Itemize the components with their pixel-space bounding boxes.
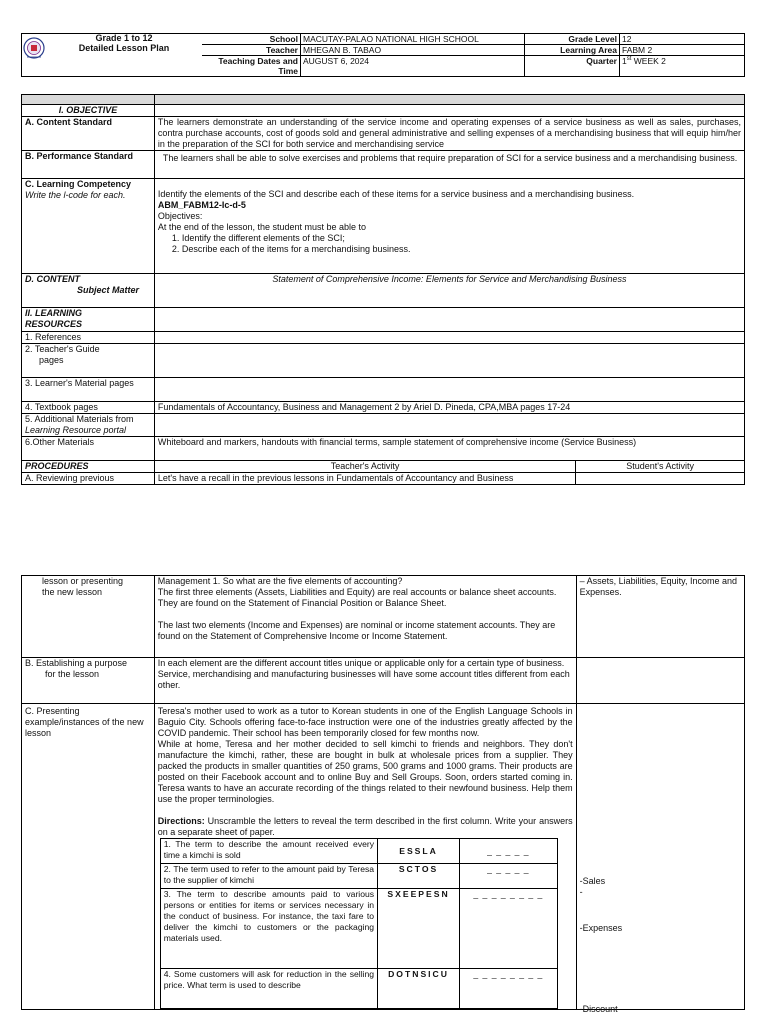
- other-materials-text: Whiteboard and markers, handouts with financial terms, sample statement of comprehensive income (Service Business): [154, 437, 744, 461]
- textbook-label: 4. Textbook pages: [22, 402, 155, 414]
- additional-materials-label: 5. Additional Materials from Learning Resource portal: [22, 414, 155, 437]
- textbook-text: Fundamentals of Accountancy, Business and Management 2 by Ariel D. Pineda, CPA,MBA pages 17-24: [154, 402, 744, 414]
- teacher-activity-heading: Teacher's Activity: [154, 461, 575, 473]
- grade-level-label: Grade Level: [525, 34, 620, 45]
- learning-competency-content: [154, 179, 744, 274]
- unscramble-desc: 4. Some customers will ask for reduction in the selling price. What term is used to describe: [160, 969, 377, 1009]
- student-answer: -Sales: [579, 876, 606, 886]
- answer-blank: _ _ _ _ _ _ _ _: [460, 969, 558, 1009]
- learning-competency-cell: [22, 179, 155, 274]
- scrambled-word: DOTNSICU: [378, 969, 460, 1009]
- teachers-guide-label: 2. Teacher's Guide pages: [22, 344, 155, 378]
- objectives-list: [158, 233, 741, 255]
- competency-text: Identify the elements of the SCI and describe each of these items for a service business and a merchandising business.: [157, 189, 635, 199]
- unscramble-desc: 2. The term used to refer to the amount paid by Teresa to the supplier of kimchi: [160, 864, 377, 889]
- teacher-value: MHEGAN B. TABAO: [301, 45, 525, 56]
- directions-text: Directions: Unscramble the letters to reveal the term described in the first column. Write your answers on a separate sheet of paper.: [157, 816, 573, 837]
- competency-code: ABM_FABM12-Ic-d-5: [157, 200, 246, 210]
- procedures-table-continued: [21, 575, 745, 1014]
- reviewing-text-cont: Management 1. So what are the five elements of accounting? The first three elements (Assets, Liabilities and Equity) are real accounts or balance sheet accounts. They are found on the Statement of Financial Position or Balance Sheet. The last two elements (Income and Expenses) are nominal or income statement accounts. They are found on the Statement of Comprehensive Income or Income Statement.: [154, 576, 576, 658]
- establishing-purpose-text: In each element are the different account titles unique or applicable only for a certain type of business. Service, merchandising and manufacturing businesses will have some account titles different from each other.: [154, 658, 576, 704]
- student-answer: -Discount: [579, 1004, 618, 1014]
- student-answer: -: [579, 887, 583, 897]
- student-answer-elements: – Assets, Liabilities, Equity, Income and Expenses.: [576, 576, 744, 658]
- establishing-purpose-label: B. Establishing a purpose for the lesson: [22, 658, 155, 704]
- presenting-example-content: Teresa's mother used to work as a tutor to Korean students in one of the English Language Schools in Baguio City. Schools offering face-to-face instruction were one of the industries greatly affected by the COVID pandemic. Their school has been temporarily closed for few months now. While at home, Teresa and her mother decided to sell kimchi to friends and neighbors. They don't manufacture the kimchi, rather, these are bought in bulk at wholesale prices from a supplier. They packed the products in smaller quantities of 250 grams, 500 grams and 1000 grams. Their products are posted on their Facebook account and to online Buy and Sell Groups. Soon, orders started coming in. Teresa wants to have an accurate recording of the things related to their newfound business. Help them use the proper terminologies. Directions: Unscramble the letters to reveal the term described in the first column. Write your answers on a separate sheet of paper. 1. The term to describe the amount received every time a kimchi is sold ESSLA _ _ _ _ _ 2. The term used to refer to the amount paid by Teresa to the supplier of kimchi SCTOS _ _ _ _ _ 3. The term to describe amounts paid to various persons or entities for items or services necessary in the conduct of business. For instance, the taxi fare to deliver the kimchi to customers or the packaging materials used. SXEEPESN _ _ _ _ _ _ _ _ 4. Some customers will ask for reduction in the selling price. What term is used to describe DOTNSICU _ _ _ _ _ _ _ _: [154, 704, 576, 1010]
- title-line-1: Grade 1 to 12: [95, 33, 153, 43]
- header-title-cell: [22, 34, 203, 77]
- objective-heading: I. OBJECTIVE: [22, 105, 155, 117]
- answer-blank: _ _ _ _ _: [460, 839, 558, 864]
- lesson-plan-table: [21, 94, 745, 485]
- procedures-heading: PROCEDURES: [22, 461, 155, 473]
- performance-standard-text: The learners shall be able to solve exercises and problems that require preparation of SCI for a service business and a merchandising business.: [154, 151, 744, 179]
- performance-standard-label: B. Performance Standard: [22, 151, 155, 179]
- learning-competency-label: C. Learning Competency: [25, 179, 132, 189]
- objectives-intro: At the end of the lesson, the student must be able to: [157, 222, 367, 232]
- reviewing-label-cont: lesson or presenting the new lesson: [22, 576, 155, 658]
- learners-material-label: 3. Learner's Material pages: [22, 378, 155, 402]
- reviewing-text: Let's have a recall in the previous lessons in Fundamentals of Accountancy and Business: [154, 473, 575, 485]
- title-line-2: Detailed Lesson Plan: [78, 43, 170, 53]
- student-answer: -Expenses: [579, 923, 623, 933]
- content-label-cell: [22, 274, 155, 308]
- school-label: School: [202, 34, 301, 45]
- unscramble-table: [160, 838, 558, 1009]
- content-text: Statement of Comprehensive Income: Elements for Service and Merchandising Business: [154, 274, 744, 308]
- other-materials-label: 6.Other Materials: [22, 437, 155, 461]
- presenting-example-label: C. Presenting example/instances of the new lesson: [22, 704, 155, 1010]
- student-answers-cell: [576, 704, 744, 1014]
- content-standard-text: The learners demonstrate an understanding of the service income and operating expenses of a service business as well as sales, purchases, contra purchase accounts, cost of goods sold and general administrative and selling expenses of a merchandising business that will equip him/her in the preparation of the SCI for both service and merchandising service: [154, 117, 744, 151]
- answer-blank: _ _ _ _ _ _ _ _: [460, 889, 558, 969]
- grade-level-value: 12: [620, 34, 745, 45]
- dates-value: AUGUST 6, 2024: [301, 56, 525, 77]
- objective-item: 1. Identify the different elements of the SCI;: [182, 233, 741, 244]
- teacher-label: Teacher: [202, 45, 301, 56]
- scrambled-word: SXEEPESN: [378, 889, 460, 969]
- learning-area-label: Learning Area: [525, 45, 620, 56]
- school-value: MACUTAY-PALAO NATIONAL HIGH SCHOOL: [301, 34, 525, 45]
- header-table: [21, 33, 745, 77]
- unscramble-desc: 1. The term to describe the amount received every time a kimchi is sold: [160, 839, 377, 864]
- quarter-label: Quarter: [525, 56, 620, 77]
- subject-matter-label: Subject Matter: [77, 285, 140, 295]
- scrambled-word: ESSLA: [378, 839, 460, 864]
- content-standard-label: A. Content Standard: [22, 117, 155, 151]
- student-activity-heading: Student's Activity: [576, 461, 745, 473]
- objective-item: 2. Describe each of the items for a merchandising business.: [182, 244, 741, 255]
- learning-area-value: FABM 2: [620, 45, 745, 56]
- scrambled-word: SCTOS: [378, 864, 460, 889]
- objectives-label: Objectives:: [157, 211, 203, 221]
- references-label: 1. References: [22, 332, 155, 344]
- quarter-value: 1st WEEK 2: [620, 56, 745, 77]
- dates-label: Teaching Dates and Time: [202, 56, 301, 77]
- reviewing-label: A. Reviewing previous: [22, 473, 155, 485]
- unscramble-desc: 3. The term to describe amounts paid to various persons or entities for items or services necessary in the conduct of business. For instance, the taxi fare to deliver the kimchi to customers or the packaging materials used.: [160, 889, 377, 969]
- answer-blank: _ _ _ _ _: [460, 864, 558, 889]
- learning-resources-heading: II. LEARNING RESOURCES: [22, 308, 155, 332]
- learning-competency-sub: Write the l-code for each.: [25, 190, 126, 200]
- content-label: D. CONTENT: [25, 274, 80, 284]
